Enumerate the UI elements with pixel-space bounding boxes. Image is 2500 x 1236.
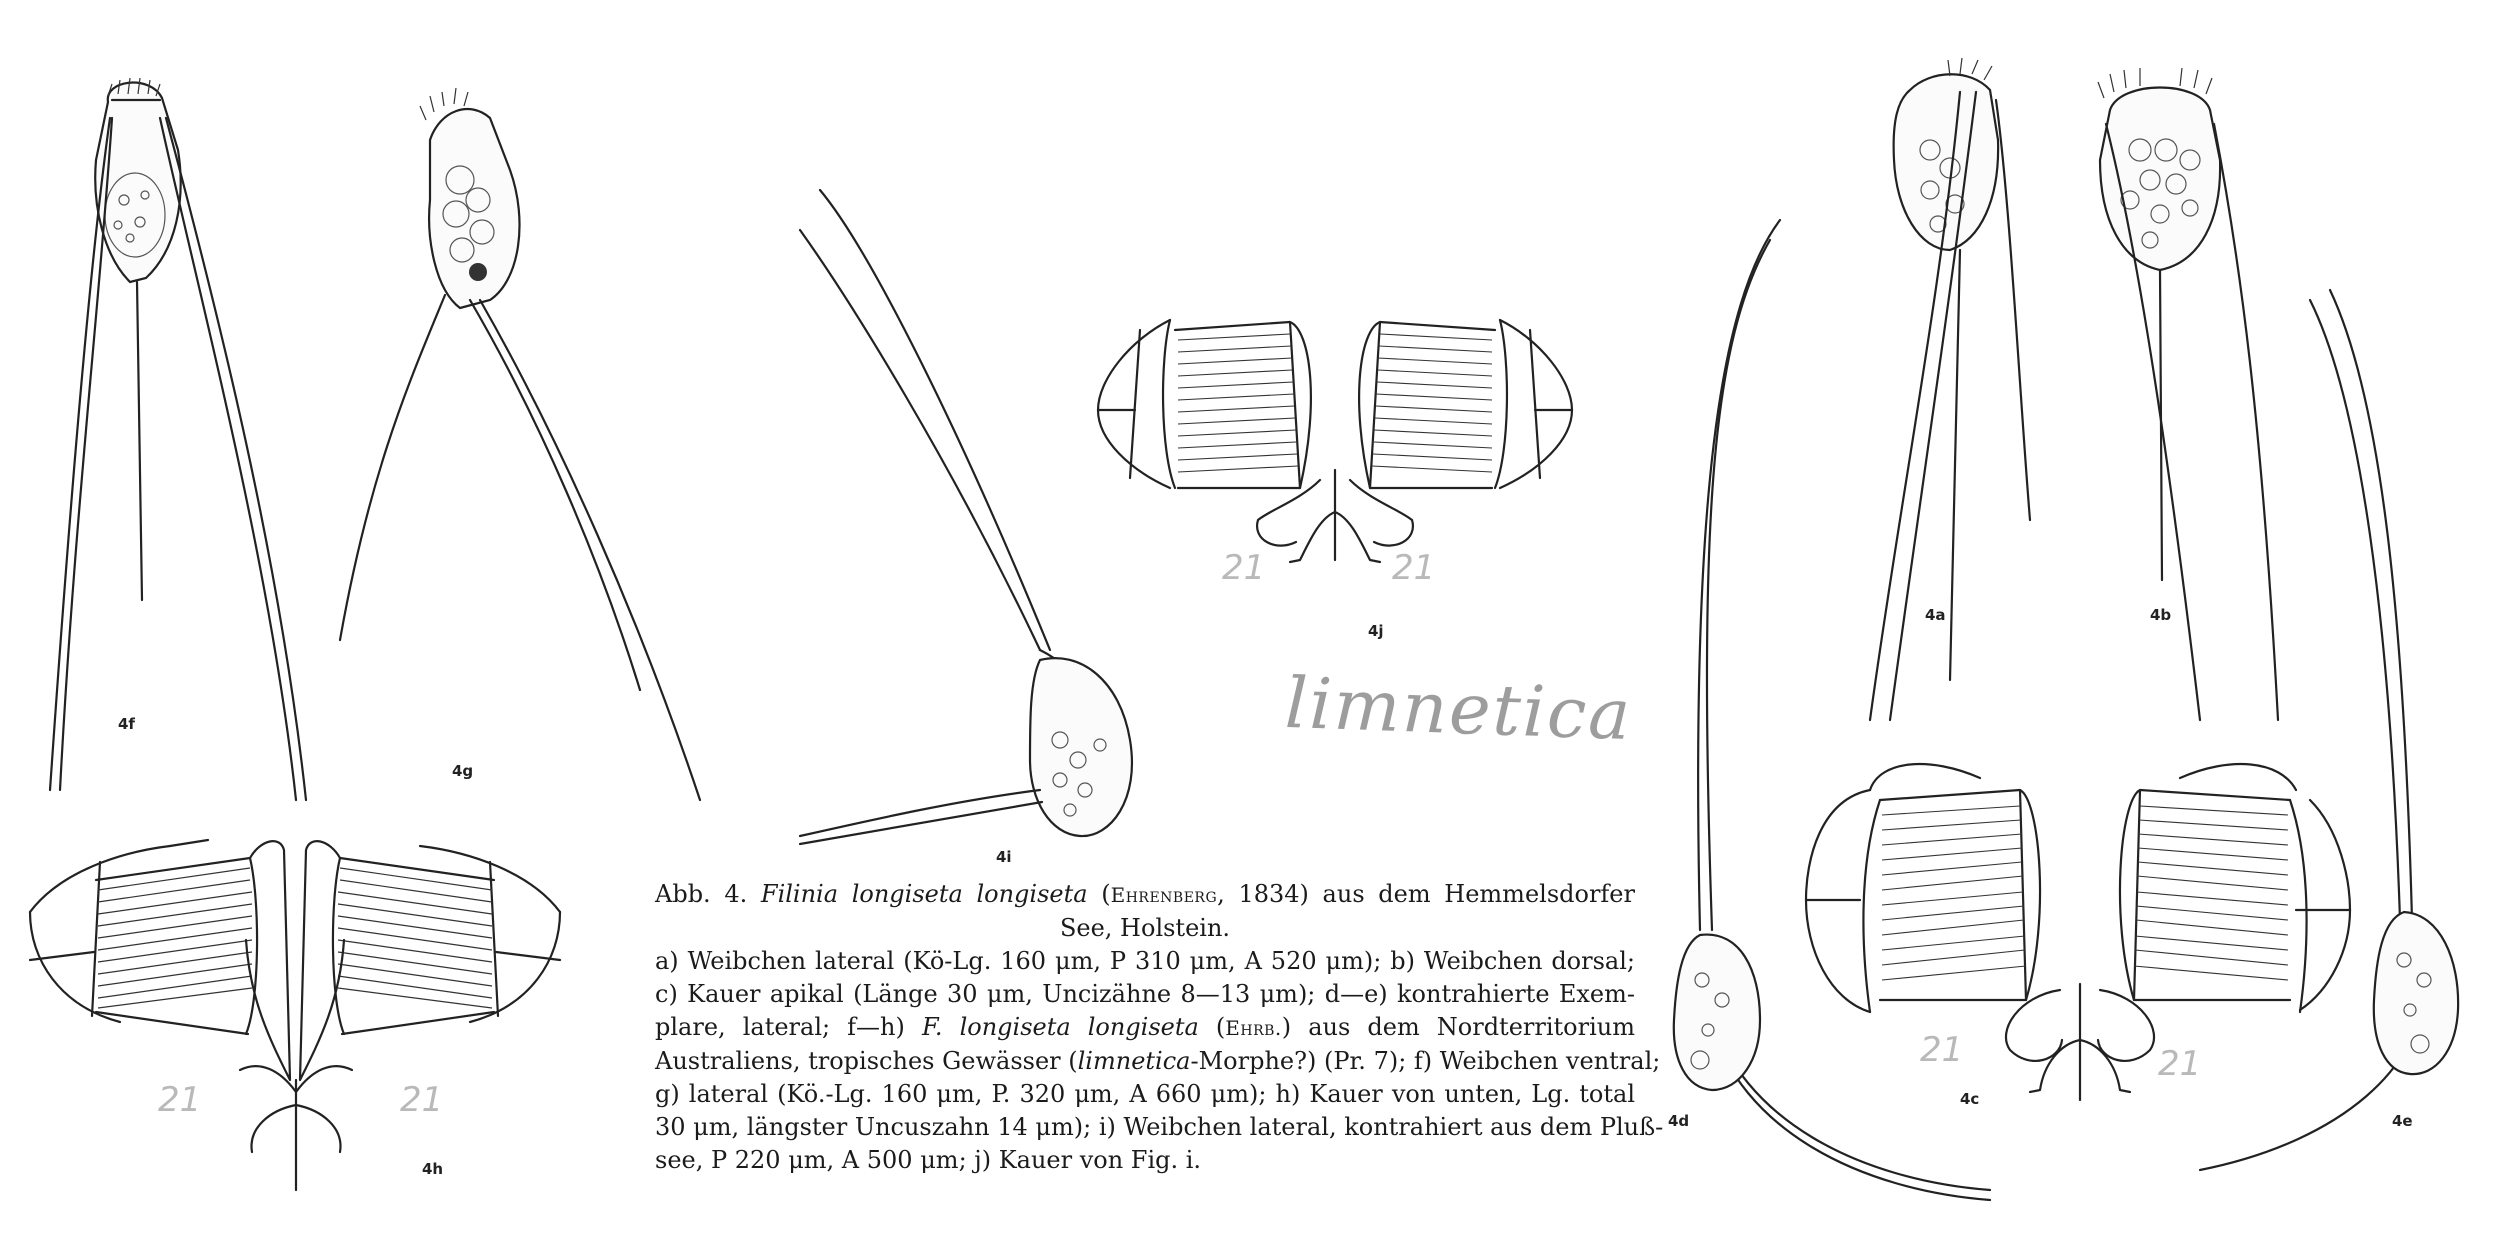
specimen-4g [340, 88, 700, 800]
pencil-number: 21 [2158, 1044, 2202, 1084]
label-4d: 4d [1668, 1112, 1690, 1130]
specimen-4c [1806, 764, 2350, 1100]
figure-caption [655, 878, 1664, 1177]
label-4a: 4a [1925, 606, 1946, 624]
specimen-4i [800, 190, 1132, 844]
label-4j: 4j [1368, 622, 1384, 640]
pencil-number: 21 [400, 1080, 444, 1120]
pencil-number: 21 [158, 1080, 202, 1120]
pencil-number: 21 [1222, 548, 1266, 588]
caption-line-5: plare, lateral; f—h) F. longiseta longiseta (Ehrb.) aus dem Nordterritorium [655, 1013, 1635, 1041]
label-4b: 4b [2150, 606, 2172, 624]
caption-line-8: 30 μm, längster Uncuszahn 14 μm); i) Weibchen lateral, kontrahiert aus dem Pluß- [655, 1113, 1664, 1141]
specimen-4h [30, 840, 560, 1190]
label-4e: 4e [2392, 1112, 2413, 1130]
caption-line-2: See, Holstein. [1059, 914, 1231, 942]
label-4c: 4c [1960, 1090, 1980, 1108]
label-4f: 4f [118, 715, 135, 733]
caption-line-3: a) Weibchen lateral (Kö-Lg. 160 μm, P 310 μm, A 520 μm); b) Weibchen dorsal; [655, 947, 1635, 975]
handwritten-annotation: limnetica [1283, 661, 1634, 757]
label-4g: 4g [452, 762, 474, 780]
pencil-number: 21 [1920, 1030, 1964, 1070]
specimen-4e [2200, 290, 2458, 1170]
caption-line-9: see, P 220 μm, A 500 μm; j) Kauer von Fig. i. [655, 1146, 1202, 1174]
caption-line-6: Australiens, tropisches Gewässer (limnetica-Morphe?) (Pr. 7); f) Weibchen ventral; [655, 1047, 1661, 1075]
specimen-4j [1098, 320, 1572, 562]
specimen-4b [2098, 68, 2278, 720]
specimen-4a [1870, 58, 2030, 720]
label-4h: 4h [422, 1160, 444, 1178]
caption-line-1: Abb. 4. Filinia longiseta longiseta (Ehrenberg, 1834) aus dem Hemmelsdorfer [655, 880, 1635, 908]
specimen-4f [50, 78, 306, 800]
label-4i: 4i [996, 848, 1012, 866]
pencil-number: 21 [1392, 548, 1436, 588]
caption-line-4: c) Kauer apikal (Länge 30 μm, Uncizähne 8—13 μm); d—e) kontrahierte Exem- [655, 980, 1635, 1008]
caption-line-7: g) lateral (Kö.-Lg. 160 μm, P. 320 μm, A 660 μm); h) Kauer von unten, Lg. total [655, 1080, 1635, 1108]
